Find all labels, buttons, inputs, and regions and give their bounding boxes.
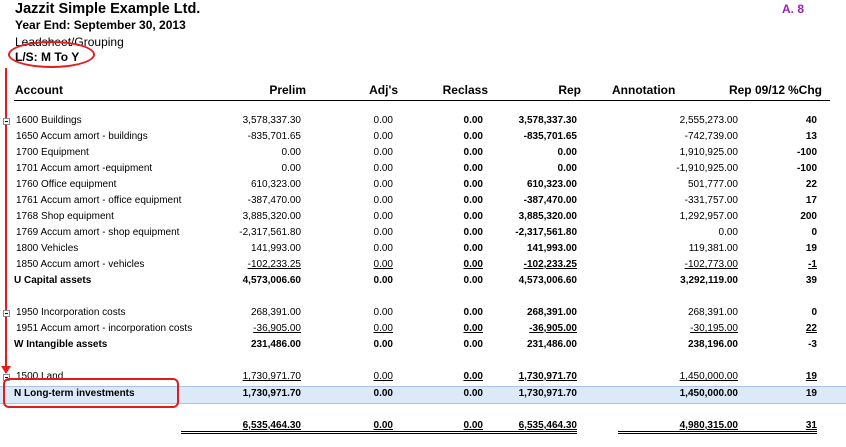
cell-adj: 0.00 [373, 163, 393, 174]
cell-prior: 501,777.00 [687, 179, 738, 190]
cell-prior: 238,196.00 [687, 339, 738, 350]
grand-total-row[interactable] [0, 419, 846, 435]
cell-rep: -835,701.65 [523, 131, 577, 142]
cell-prior: -102,773.00 [684, 259, 738, 270]
cell-prior: 4,980,315.00 [618, 420, 738, 434]
cell-reclass: 0.00 [363, 420, 483, 434]
cell-prior: -331,757.00 [684, 195, 738, 206]
cell-prior: 0.00 [718, 227, 738, 238]
cell-acct: 1760 Office equipment [16, 179, 117, 190]
cell-acct: 1950 Incorporation costs [16, 307, 126, 318]
cell-chg: -1 [808, 259, 817, 270]
cell-adj: 0.00 [373, 323, 393, 334]
cell-reclass: 0.00 [463, 275, 483, 286]
cell-rep: 268,391.00 [526, 307, 577, 318]
cell-acct: N Long-term investments [14, 388, 135, 399]
cell-prelim: -2,317,561.80 [239, 227, 301, 238]
cell-prelim: 268,391.00 [250, 307, 301, 318]
cell-chg: 40 [805, 115, 817, 126]
cell-acct: 1701 Accum amort -equipment [16, 163, 153, 174]
cell-prelim: 0.00 [281, 163, 301, 174]
cell-rep: 1,730,971.70 [518, 388, 577, 399]
reference-label: A. 8 [782, 2, 805, 16]
cell-acct: 1951 Accum amort - incorporation costs [16, 323, 193, 334]
cell-adj: 0.00 [373, 388, 393, 399]
cell-chg: -3 [808, 339, 817, 350]
cell-rep: 141,993.00 [526, 243, 577, 254]
cell-adj: 0.00 [373, 131, 393, 142]
col-rep[interactable]: Rep [558, 83, 581, 97]
cell-prelim: 231,486.00 [250, 339, 301, 350]
table-row[interactable] [0, 242, 846, 258]
table-row[interactable] [0, 194, 846, 210]
cell-chg: 19 [805, 371, 817, 382]
col-account[interactable]: Account [15, 83, 63, 97]
cell-prior: 1,450,000.00 [679, 371, 738, 382]
table-row[interactable] [0, 178, 846, 194]
cell-prior: 1,292,957.00 [679, 211, 738, 222]
col-reclass[interactable]: Reclass [442, 83, 488, 97]
cell-chg: 19 [805, 388, 817, 399]
cell-prelim: -36,905.00 [253, 323, 301, 334]
cell-acct: 1600 Buildings [16, 115, 82, 126]
cell-rep: -102,233.25 [523, 259, 577, 270]
cell-prelim: 1,730,971.70 [242, 371, 301, 382]
cell-rep: 0.00 [557, 147, 577, 158]
cell-adj: 0.00 [373, 307, 393, 318]
cell-rep: 231,486.00 [526, 339, 577, 350]
company-name: Jazzit Simple Example Ltd. [15, 1, 201, 17]
cell-chg: 22 [805, 179, 817, 190]
cell-prelim: 0.00 [281, 147, 301, 158]
cell-rep: 3,885,320.00 [518, 211, 577, 222]
cell-prior: -1,910,925.00 [676, 163, 738, 174]
table-row[interactable] [0, 258, 846, 274]
cell-acct: 1700 Equipment [16, 147, 89, 158]
cell-adj: 0.00 [373, 227, 393, 238]
cell-acct: 1769 Accum amort - shop equipment [16, 227, 180, 238]
cell-reclass: 0.00 [463, 243, 483, 254]
table-row[interactable] [0, 322, 846, 338]
subtotal-row[interactable] [0, 274, 846, 290]
table-row[interactable] [0, 130, 846, 146]
cell-prelim: 141,993.00 [250, 243, 301, 254]
cell-reclass: 0.00 [463, 163, 483, 174]
cell-reclass: 0.00 [463, 388, 483, 399]
cell-prelim: 4,573,006.60 [242, 275, 301, 286]
cell-prelim: -102,233.25 [247, 259, 301, 270]
cell-reclass: 0.00 [463, 259, 483, 270]
cell-adj: 0.00 [373, 211, 393, 222]
cell-adj: 0.00 [373, 115, 393, 126]
cell-prior: 3,292,119.00 [680, 275, 738, 286]
cell-reclass: 0.00 [463, 307, 483, 318]
cell-prior: 1,910,925.00 [679, 147, 738, 158]
cell-chg: 0 [811, 307, 817, 318]
header-rule [14, 100, 830, 101]
cell-rep: 3,578,337.30 [518, 115, 577, 126]
cell-prior: 1,450,000.00 [679, 388, 738, 399]
cell-acct: U Capital assets [14, 275, 92, 286]
cell-rep: 1,730,971.70 [518, 371, 577, 382]
cell-prelim: 3,885,320.00 [242, 211, 301, 222]
cell-reclass: 0.00 [463, 147, 483, 158]
col-prelim[interactable]: Prelim [269, 83, 306, 97]
cell-acct: 1850 Accum amort - vehicles [16, 259, 145, 270]
cell-prelim: -387,470.00 [247, 195, 301, 206]
cell-prelim: 6,535,464.30 [181, 420, 301, 434]
ls-range-highlight [8, 41, 95, 68]
cell-prelim: 1,730,971.70 [242, 388, 301, 399]
cell-rep: -2,317,561.80 [515, 227, 577, 238]
subtotal-row[interactable] [0, 338, 846, 354]
cell-chg: 13 [805, 131, 817, 142]
cell-reclass: 0.00 [463, 339, 483, 350]
cell-acct: 1650 Accum amort - buildings [16, 131, 148, 142]
cell-adj: 0.00 [273, 420, 393, 434]
cell-rep: 6,535,464.30 [457, 420, 577, 434]
cell-rep: 610,323.00 [526, 179, 577, 190]
table-row[interactable] [0, 114, 846, 130]
cell-chg: 19 [805, 243, 817, 254]
cell-adj: 0.00 [373, 339, 393, 350]
cell-prelim: -835,701.65 [247, 131, 301, 142]
cell-chg: 31 [697, 420, 817, 434]
cell-acct: 1800 Vehicles [16, 243, 79, 254]
cell-reclass: 0.00 [463, 195, 483, 206]
table-row[interactable] [0, 210, 846, 226]
col-annotation[interactable]: Annotation [612, 83, 676, 97]
cell-chg: 200 [800, 211, 817, 222]
cell-reclass: 0.00 [463, 371, 483, 382]
cell-prior: -30,195.00 [690, 323, 738, 334]
cell-chg: 0 [811, 227, 817, 238]
cell-reclass: 0.00 [463, 179, 483, 190]
cell-chg: 17 [805, 195, 817, 206]
cell-reclass: 0.00 [463, 115, 483, 126]
cell-reclass: 0.00 [463, 227, 483, 238]
cell-rep: -36,905.00 [529, 323, 577, 334]
table-row[interactable] [0, 306, 846, 322]
year-end: Year End: September 30, 2013 [15, 18, 186, 32]
table-row[interactable] [0, 146, 846, 162]
cell-prelim: 3,578,337.30 [242, 115, 301, 126]
cell-prelim: 610,323.00 [250, 179, 301, 190]
col-chg[interactable]: %Chg [788, 83, 822, 97]
cell-reclass: 0.00 [463, 323, 483, 334]
cell-acct: 1768 Shop equipment [16, 211, 114, 222]
col-adj[interactable]: Adj's [369, 83, 398, 97]
cell-acct: 1761 Accum amort - office equipment [16, 195, 182, 206]
cell-prior: 119,381.00 [688, 243, 738, 254]
cell-prior: 2,555,273.00 [679, 115, 738, 126]
cell-chg: 39 [805, 275, 817, 286]
cell-adj: 0.00 [373, 179, 393, 190]
cell-rep: -387,470.00 [523, 195, 577, 206]
cell-adj: 0.00 [373, 195, 393, 206]
cell-chg: -100 [796, 163, 817, 174]
cell-rep: 4,573,006.60 [518, 275, 577, 286]
cell-reclass: 0.00 [463, 211, 483, 222]
cell-chg: 22 [805, 323, 817, 334]
cell-adj: 0.00 [373, 371, 393, 382]
table-row[interactable] [0, 226, 846, 242]
cell-adj: 0.00 [373, 147, 393, 158]
cell-acct: 1500 Land [16, 371, 64, 382]
leadsheet-label: Leadsheet/Grouping [15, 35, 124, 49]
cell-adj: 0.00 [373, 243, 393, 254]
table-row[interactable] [0, 162, 846, 178]
cell-acct: W Intangible assets [14, 339, 108, 350]
ls-range[interactable]: L/S: M To Y [15, 50, 80, 64]
cell-reclass: 0.00 [463, 131, 483, 142]
cell-adj: 0.00 [373, 259, 393, 270]
col-prior[interactable]: Rep 09/12 [728, 83, 785, 97]
cell-prior: -742,739.00 [684, 131, 738, 142]
selection-highlight [3, 378, 179, 408]
cell-rep: 0.00 [557, 163, 577, 174]
cell-chg: -100 [796, 147, 817, 158]
cell-prior: 268,391.00 [687, 307, 738, 318]
cell-adj: 0.00 [373, 275, 393, 286]
